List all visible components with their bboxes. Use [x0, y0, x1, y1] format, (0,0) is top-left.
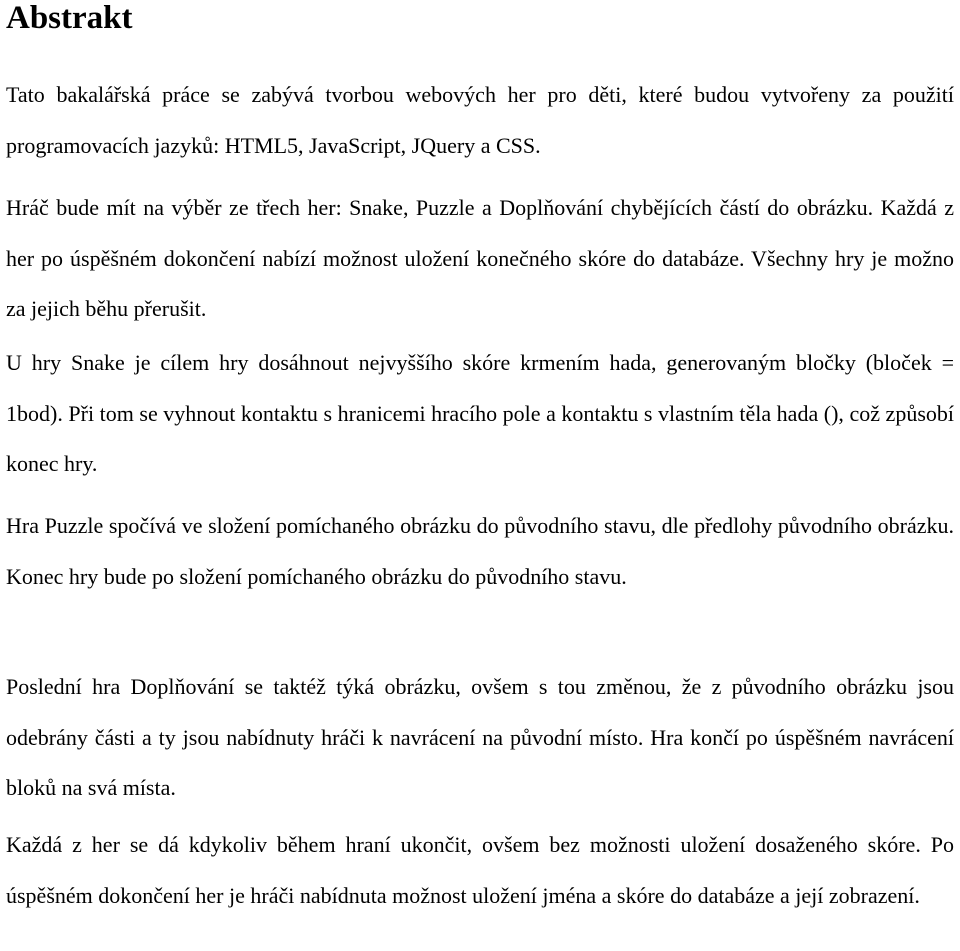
abstract-paragraph-2: Hráč bude mít na výběr ze třech her: Snake, Puzzle a Doplňování chybějících částí do obrázku. Každá z her po úspěšném dokončení nabízí možnost uložení konečného skóre do databáze. Všechny hry je možno za jejich běhu přerušit. [6, 195, 954, 321]
abstract-paragraph-3: U hry Snake je cílem hry dosáhnout nejvyššího skóre krmením hada, generovaným bločky (bloček = 1bod). Při tom se vyhnout kontaktu s hranicemi hracího pole a kontaktu s vlastním těla hada (), což způsobí konec hry. [6, 350, 954, 476]
abstract-paragraph-5: Poslední hra Doplňování se taktéž týká obrázku, ovšem s tou změnou, že z původního obrázku jsou odebrány části a ty jsou nabídnuty hráči k navrácení na původní místo. Hra končí po úspěšném navrácení bloků na svá místa. [6, 674, 954, 800]
abstract-heading: Abstrakt [6, 0, 133, 36]
abstract-paragraph-6: Každá z her se dá kdykoliv během hraní ukončit, ovšem bez možnosti uložení dosaženého skóre. Po úspěšném dokončení her je hráči nabídnuta možnost uložení jména a skóre do databáze a její zobrazení. [6, 832, 954, 908]
abstract-paragraph-1: Tato bakalářská práce se zabývá tvorbou webových her pro děti, které budou vytvořeny za použití programovacích jazyků: HTML5, JavaScript, JQuery a CSS. [6, 82, 954, 158]
abstract-paragraph-4: Hra Puzzle spočívá ve složení pomíchaného obrázku do původního stavu, dle předlohy původního obrázku. Konec hry bude po složení pomíchaného obrázku do původního stavu. [6, 513, 954, 589]
